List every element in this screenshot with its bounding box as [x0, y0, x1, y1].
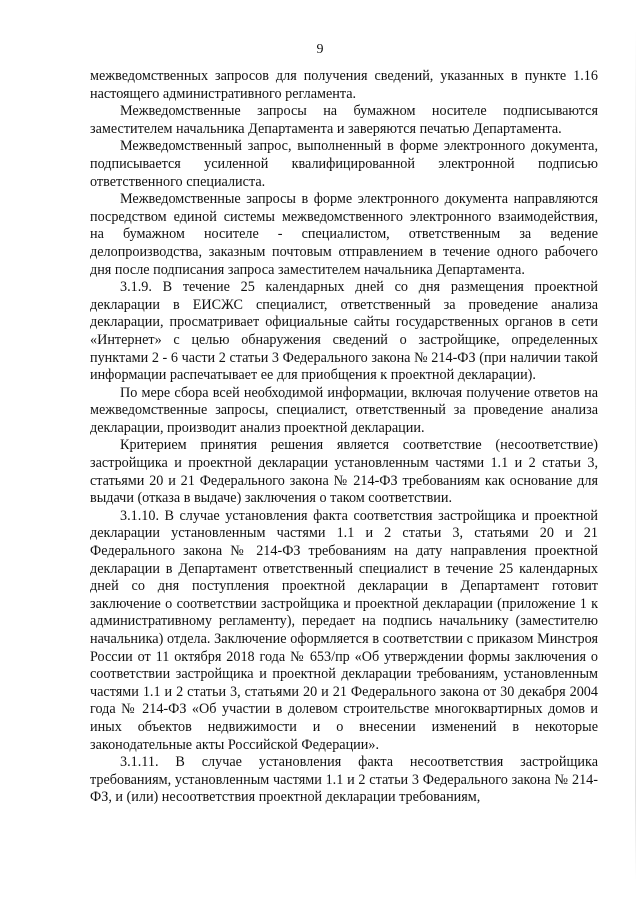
- paragraph: 3.1.11. В случае установления факта несоответствия застройщика требованиям, установленным частями 1.1 и 2 статьи 3 Федерального закона № 214-ФЗ, и (или) несоответствия проектной декларации требованиям,: [90, 754, 598, 806]
- paragraph: 3.1.10. В случае установления факта соответствия застройщика и проектной декларации установленным частями 1.1 и 2 статьи 3, статьями 20 и 21 Федерального закона № 214-ФЗ требованиям на дату направления проектной декларации в Департамент ответственный специалист в течение 25 календарных дней со дня поступления проектной декларации в Департамент готовит заключение о соответствии застройщика и проектной декларации (приложение 1 к административному регламенту), передает на подпись начальнику (заместителю начальника) отдела. Заключение оформляется в соответствии с приказом Минстроя России от 11 октября 2018 года № 653/пр «Об утверждении формы заключения о соответствии застройщика и проектной декларации требованиям, установленным частями 1.1 и 2 статьи 3, статьями 20 и 21 Федерального закона от 30 декабря 2004 года № 214-ФЗ «Об участии в долевом строительстве многоквартирных домов и иных объектов недвижимости и о внесении изменений в некоторые законодательные акты Российской Федерации».: [90, 507, 598, 753]
- paragraph: Межведомственные запросы на бумажном носителе подписываются заместителем начальника Департамента и заверяются печатью Департамента.: [90, 103, 598, 137]
- paragraph: межведомственных запросов для получения сведений, указанных в пункте 1.16 настоящего административного регламента.: [90, 68, 598, 102]
- paragraph: Межведомственные запросы в форме электронного документа направляются посредством единой системы межведомственного электронного взаимодействия, на бумажном носителе - специалистом, ответственным за ведение делопроизводства, заказным почтовым отправлением в течение одного рабочего дня после подписания запроса заместителем начальника Департамента.: [90, 191, 598, 278]
- paragraph: По мере сбора всей необходимой информации, включая получение ответов на межведомственные запросы, специалист, ответственный за проведение анализа декларации, производит анализ проектной декларации.: [90, 384, 598, 436]
- scan-edge-line: [635, 30, 636, 880]
- document-body: [90, 68, 598, 807]
- paragraph: Критерием принятия решения является соответствие (несоответствие) застройщика и проектной декларации установленным частями 1.1 и 2 статьи 3, статьями 20 и 21 Федерального закона № 214-ФЗ требованиям как основание для выдачи (отказа в выдаче) заключения о таком соответствии.: [90, 437, 598, 507]
- paragraph: Межведомственный запрос, выполненный в форме электронного документа, подписывается усиленной квалифицированной электронной подписью ответственного специалиста.: [90, 138, 598, 190]
- paragraph: 3.1.9. В течение 25 календарных дней со дня размещения проектной декларации в ЕИСЖС специалист, ответственный за проведение анализа декларации, просматривает официальные сайты государственных органов в сети «Интернет» с целью обнаружения сведений о застройщике, определенных пунктами 2 - 6 части 2 статьи 3 Федерального закона № 214-ФЗ (при наличии такой информации распечатывает ее для приобщения к проектной декларации).: [90, 279, 598, 384]
- page-number: 9: [316, 42, 324, 57]
